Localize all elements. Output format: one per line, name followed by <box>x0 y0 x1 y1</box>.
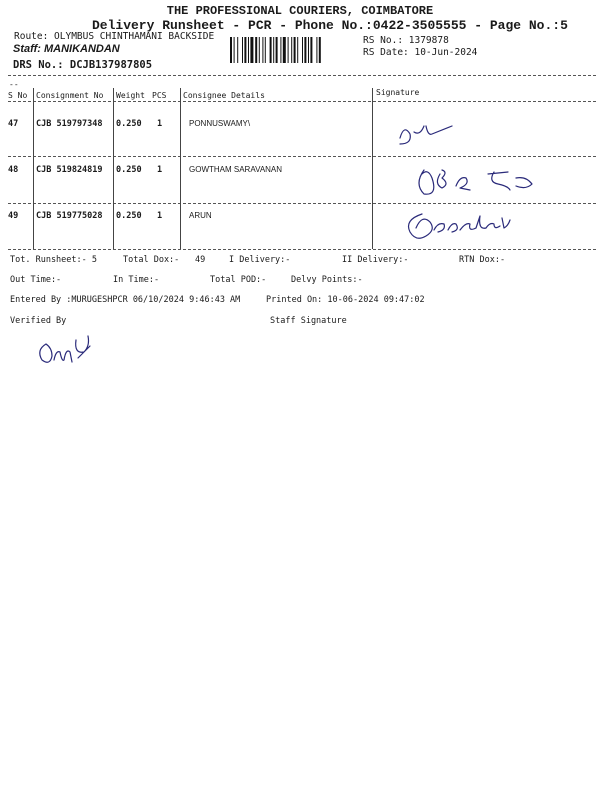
barcode-bar <box>291 37 292 63</box>
barcode-bar <box>319 37 321 63</box>
barcode-bar <box>250 37 253 63</box>
barcode-bar <box>273 37 274 63</box>
column-header-weight: Weight <box>116 91 145 100</box>
column-divider <box>33 88 34 249</box>
tot-runsheet: Tot. Runsheet:- 5 <box>10 255 97 265</box>
column-header-pcs: PCS <box>152 91 167 100</box>
table-row-consignee: PONNUSWAMY\ <box>189 119 251 128</box>
column-header-sno: S No <box>8 91 28 100</box>
table-row-consignment: CJB 519797348 <box>36 119 103 129</box>
barcode-bar <box>276 37 278 63</box>
rs-number: RS No.: 1379878 <box>363 35 449 46</box>
table-row-sno: 48 <box>8 165 19 175</box>
column-header-signature: Signature <box>376 88 420 97</box>
table-row-pcs: 1 <box>157 119 163 129</box>
barcode-bar <box>288 37 289 63</box>
out-time: Out Time:- <box>10 275 62 285</box>
total-dox-value: 49 <box>195 255 206 265</box>
delvy-points: Delvy Points:- <box>291 275 363 285</box>
column-divider <box>372 88 373 249</box>
table-row-consignee: GOWTHAM SARAVANAN <box>189 165 283 174</box>
entered-by: Entered By :MURUGESHPCR 06/10/2024 9:46:43 AM <box>10 295 241 305</box>
table-row-weight: 0.250 <box>116 165 142 175</box>
table-row-pcs: 1 <box>157 165 163 175</box>
barcode-bar <box>302 37 303 63</box>
staff-label: Staff: MANIKANDAN <box>13 43 120 55</box>
barcode-bar <box>262 37 263 63</box>
table-row-sno: 49 <box>8 211 19 221</box>
rs-date: RS Date: 10-Jun-2024 <box>363 47 478 58</box>
table-row-consignment: CJB 519824819 <box>36 165 103 175</box>
barcode-bar <box>265 37 266 63</box>
barcode-bar <box>283 37 286 63</box>
in-time: In Time:- <box>113 275 160 285</box>
verified-by: Verified By <box>10 316 67 326</box>
handwritten-initials <box>30 330 100 375</box>
total-pod: Total POD:- <box>210 275 267 285</box>
handwritten-signature-2 <box>410 160 550 205</box>
barcode-bar <box>259 37 260 63</box>
table-row-weight: 0.250 <box>116 211 142 221</box>
column-divider <box>180 88 181 249</box>
rtn-dox: RTN Dox:- <box>459 255 506 265</box>
i-delivery: I Delivery:- <box>229 255 291 265</box>
drs-number: DRS No.: DCJB137987805 <box>13 59 153 71</box>
column-divider <box>113 88 114 249</box>
table-bottom-rule <box>8 249 596 250</box>
barcode-bar <box>237 37 238 63</box>
table-row-consignee: ARUN <box>189 211 212 220</box>
table-top-rule <box>8 75 596 76</box>
staff-signature-label: Staff Signature <box>270 316 347 326</box>
table-row-sno: 47 <box>8 119 19 129</box>
barcode-bar <box>280 37 281 63</box>
total-dox-label: Total Dox:- <box>123 255 180 265</box>
barcode-bar <box>270 37 272 63</box>
route-label: Route: OLYMBUS CHINTHAMANI BACKSIDE <box>14 31 215 42</box>
row-rule <box>8 156 596 157</box>
table-row-consignment: CJB 519775028 <box>36 211 103 221</box>
table-marker: -- <box>9 80 19 89</box>
runsheet-subtitle: Delivery Runsheet - PCR - Phone No.:0422-3505555 - Page No.:5 <box>92 18 568 33</box>
table-row-pcs: 1 <box>157 211 163 221</box>
company-title: THE PROFESSIONAL COURIERS, COIMBATORE <box>166 4 434 18</box>
handwritten-signature-1 <box>390 108 470 158</box>
barcode-bar <box>297 37 298 63</box>
handwritten-signature-3 <box>398 200 528 248</box>
barcode-bar <box>230 37 232 63</box>
header-bottom-rule <box>8 101 596 102</box>
column-header-consignment: Consignment No <box>36 91 104 100</box>
barcode-bar <box>248 37 249 63</box>
barcode-bar <box>234 37 235 63</box>
barcode-bar <box>310 37 312 63</box>
barcode-bar <box>308 37 309 63</box>
ii-delivery: II Delivery:- <box>342 255 409 265</box>
printed-on: Printed On: 10-06-2024 09:47:02 <box>266 295 425 305</box>
barcode-bar <box>316 37 317 63</box>
barcode-bar <box>255 37 257 63</box>
barcode-bar <box>294 37 296 63</box>
table-row-weight: 0.250 <box>116 119 142 129</box>
barcode <box>230 37 356 63</box>
column-header-consignee: Consignee Details <box>183 91 265 100</box>
barcode-bar <box>242 37 243 63</box>
barcode-bar <box>304 37 306 63</box>
barcode-bar <box>244 37 246 63</box>
